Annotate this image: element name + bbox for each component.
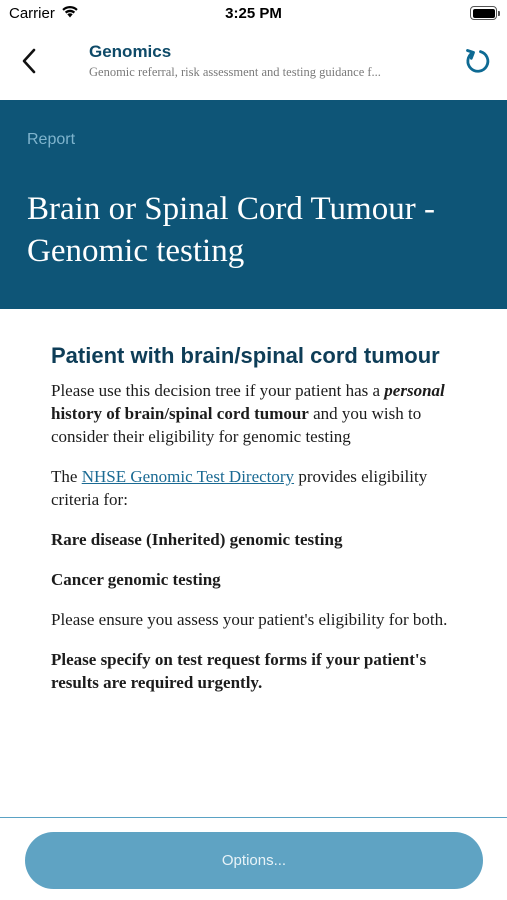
nav-title: Genomics — [89, 42, 172, 61]
options-button[interactable]: Options... — [25, 832, 483, 889]
intro-text-end: and you wish to consider their eligibility for genomic testing — [51, 404, 422, 446]
section-heading: Patient with brain/spinal cord tumour — [51, 343, 440, 368]
status-bar — [0, 0, 507, 30]
carrier-label: Carrier — [9, 5, 55, 22]
chevron-left-icon — [21, 48, 37, 74]
intro-paragraph — [51, 379, 461, 448]
test-directory-link[interactable]: NHSE Genomic Test Directory — [81, 467, 295, 486]
report-kicker: Report — [27, 131, 76, 148]
report-content — [51, 342, 461, 711]
nav-subtitle: Genomic referral, risk assessment and testing guidance f... — [89, 65, 381, 79]
intro-bold: history of brain/spinal cord tumour — [51, 404, 309, 423]
report-title: Brain or Spinal Cord Tumour - Genomic testing — [27, 191, 435, 269]
intro-emphasis: personal — [384, 381, 445, 400]
cancer-label: Cancer genomic testing — [51, 570, 221, 589]
urgent-note: Please specify on test request forms if your patient's results are required urgently. — [51, 650, 427, 692]
report-header — [0, 100, 507, 309]
battery-icon — [470, 6, 497, 20]
directory-prefix: The — [51, 467, 82, 486]
rare-disease-label: Rare disease (Inherited) genomic testing — [51, 530, 343, 549]
footer-bar — [0, 817, 507, 900]
directory-suffix: provides eligibility criteria for: — [51, 467, 428, 509]
refresh-button[interactable] — [462, 44, 492, 78]
status-time: 3:25 PM — [225, 5, 282, 22]
navigation-bar — [0, 30, 507, 100]
assess-both-text: Please ensure you assess your patient's eligibility for both. — [51, 610, 448, 629]
back-button[interactable] — [14, 44, 44, 78]
intro-text: Please use this decision tree if your patient has a — [51, 381, 385, 400]
refresh-icon — [463, 47, 491, 75]
directory-paragraph — [51, 465, 461, 511]
